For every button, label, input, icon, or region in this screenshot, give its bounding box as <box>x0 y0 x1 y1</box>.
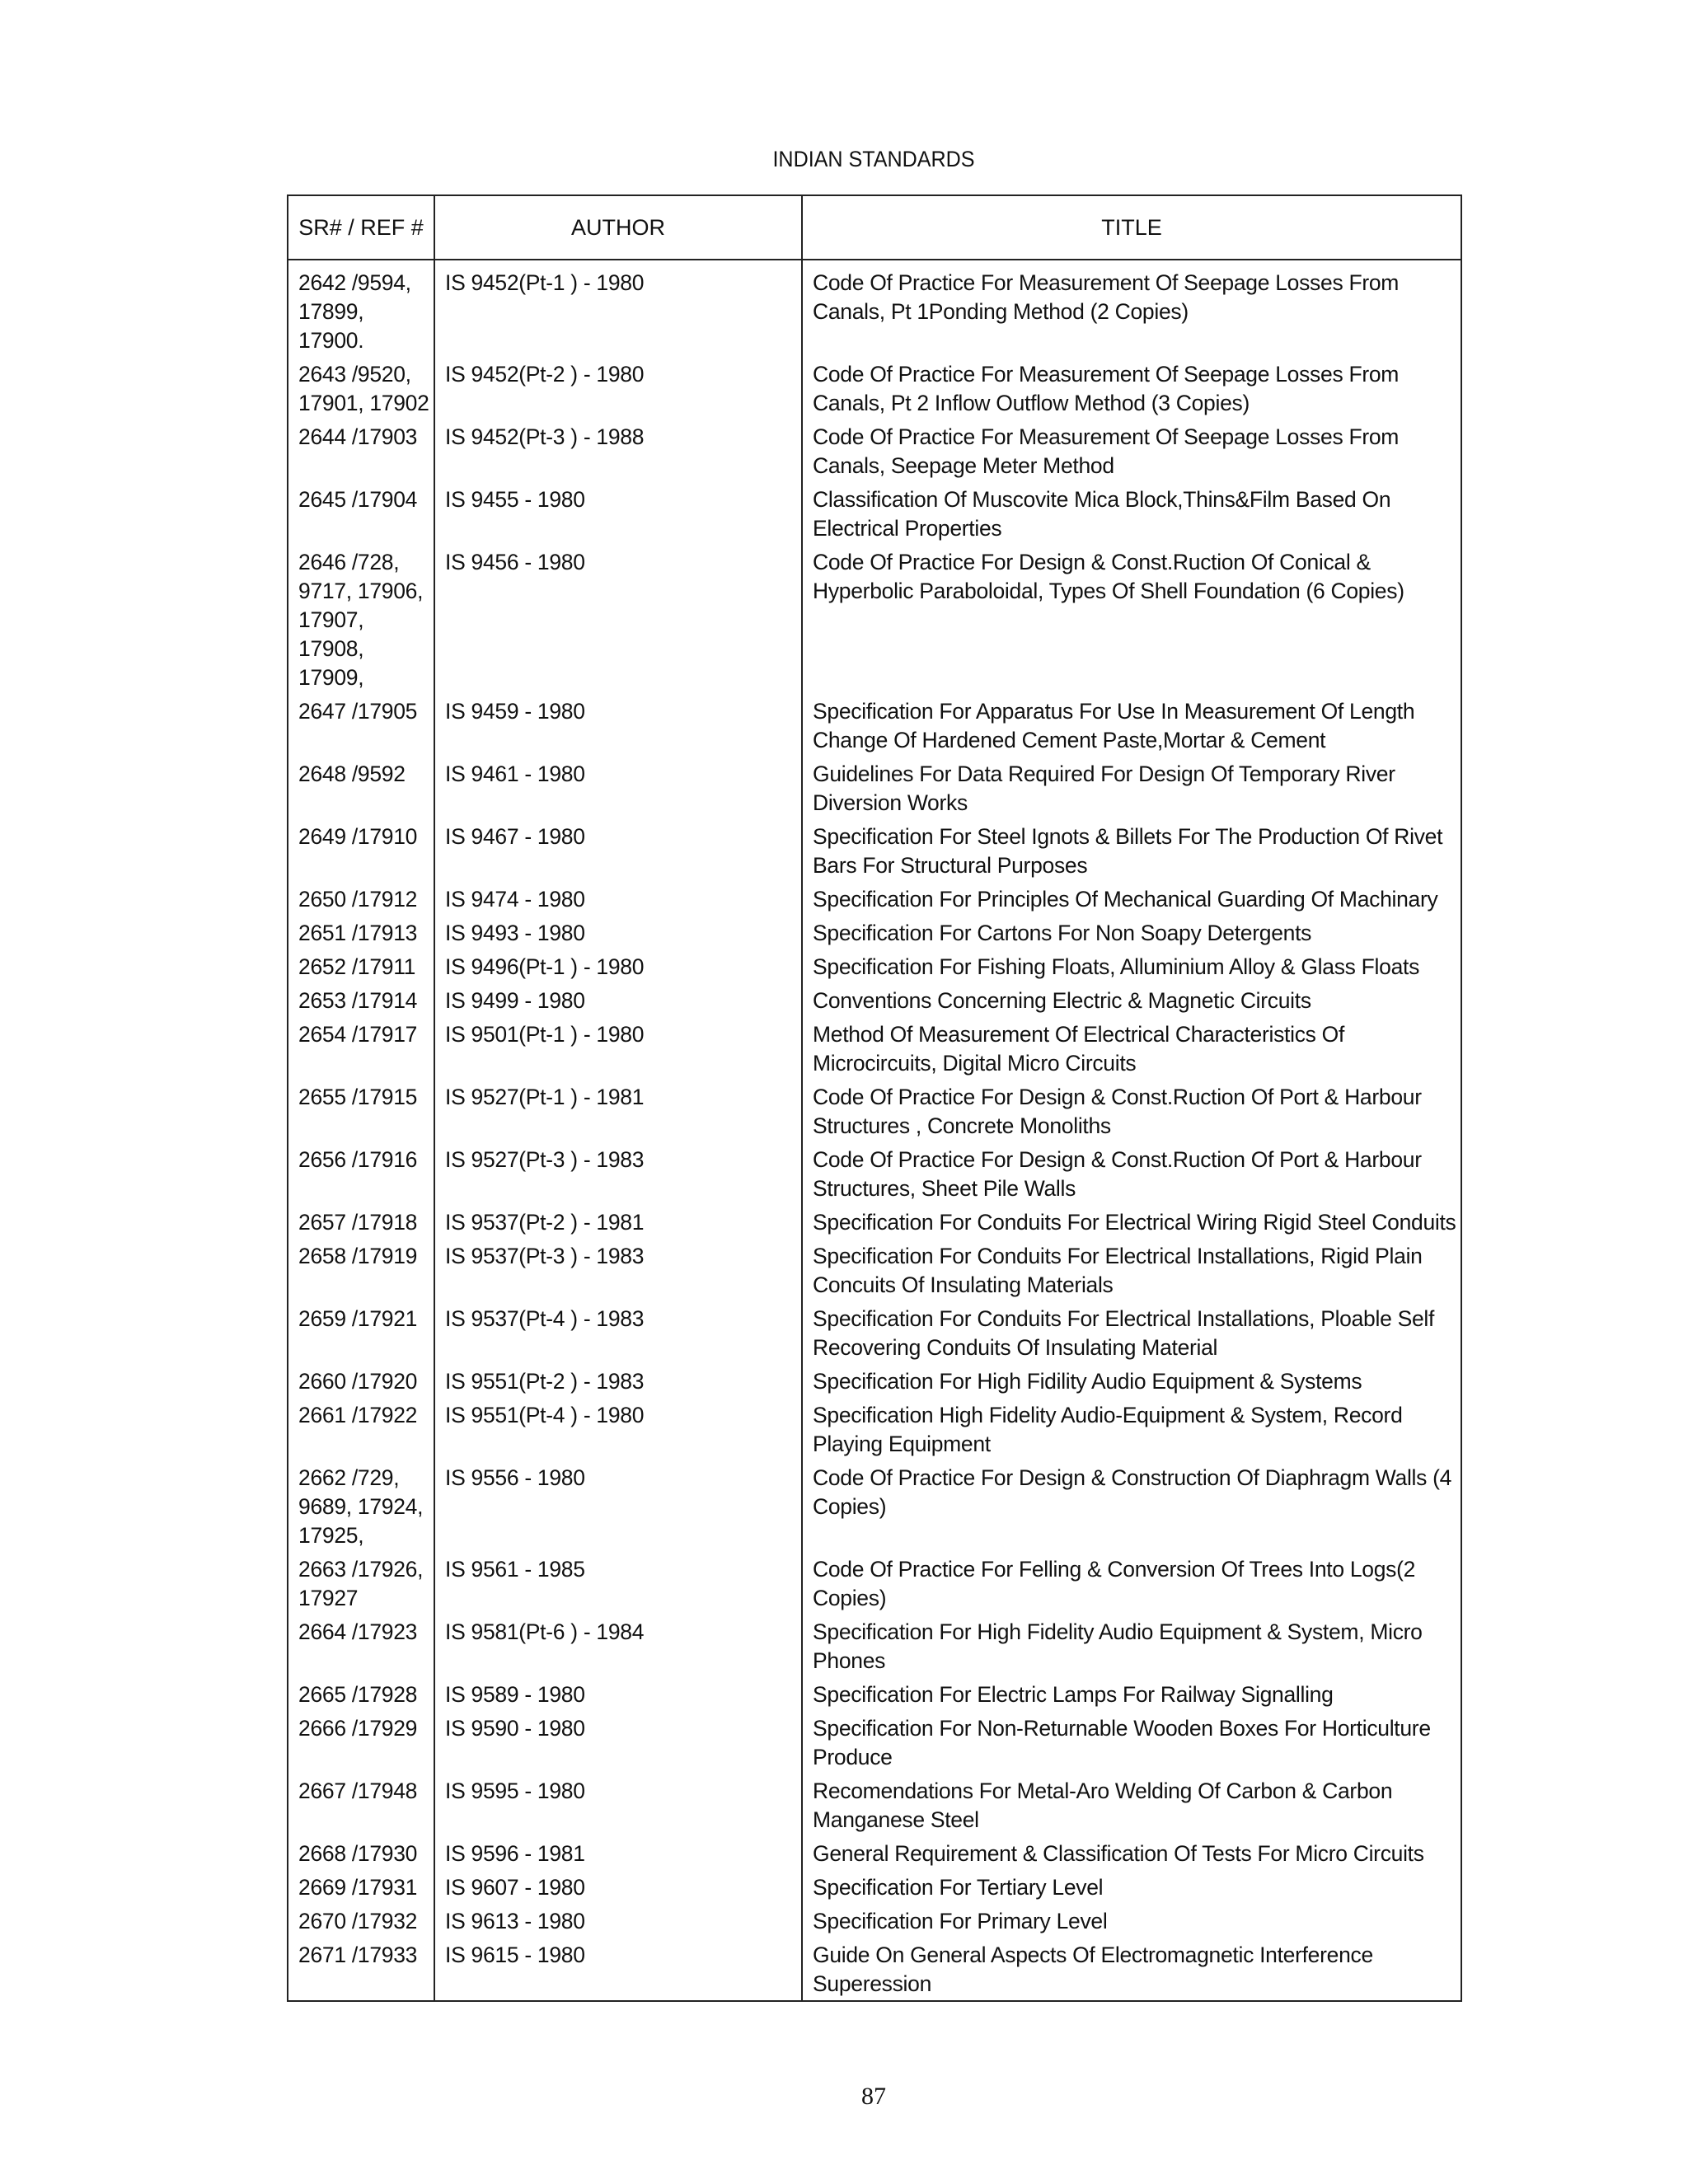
table-row <box>288 1714 1461 1777</box>
title-cell: Guidelines For Data Required For Design Of Temporary River Diversion Works <box>813 762 1395 815</box>
author-cell: IS 9590 - 1980 <box>434 1714 802 1777</box>
author-cell: IS 9537(Pt-4 ) - 1983 <box>434 1305 802 1367</box>
ref-cell: 2657 /17918 <box>288 1208 434 1242</box>
table-row <box>288 1401 1461 1464</box>
title-cell: Specification For Steel Ignots & Billets For The Production Of Rivet Bars For Structural Purposes <box>813 824 1443 878</box>
title-cell: Specification For High Fidelity Audio Equipment & System, Micro Phones <box>813 1619 1423 1673</box>
table-row <box>288 919 1461 953</box>
title-cell: Specification For Apparatus For Use In Measurement Of Length Change Of Hardened Cement Paste,Mortar & Cement <box>813 699 1415 752</box>
table-row <box>288 1840 1461 1873</box>
table-row <box>288 423 1461 485</box>
ref-cell: 2646 /728, 9717, 17906, 17907, 17908, 17909, <box>288 548 434 697</box>
author-cell: IS 9527(Pt-3 ) - 1983 <box>434 1146 802 1208</box>
author-cell: IS 9452(Pt-2 ) - 1980 <box>434 360 802 423</box>
ref-cell: 2662 /729, 9689, 17924, 17925, <box>288 1464 434 1555</box>
title-cell: Recomendations For Metal-Aro Welding Of Carbon & Carbon Manganese Steel <box>813 1779 1393 1832</box>
author-cell: IS 9456 - 1980 <box>434 548 802 697</box>
author-cell: IS 9537(Pt-3 ) - 1983 <box>434 1242 802 1305</box>
title-cell: Conventions Concerning Electric & Magnetic Circuits <box>813 988 1311 1013</box>
author-cell: IS 9561 - 1985 <box>434 1555 802 1618</box>
ref-cell: 2642 /9594, 17899, 17900. <box>288 260 434 360</box>
title-cell: Code Of Practice For Design & Construction Of Diaphragm Walls (4 Copies) <box>813 1465 1452 1519</box>
ref-cell: 2643 /9520, 17901, 17902 <box>288 360 434 423</box>
ref-cell: 2664 /17923 <box>288 1618 434 1680</box>
author-cell: IS 9527(Pt-1 ) - 1981 <box>434 1083 802 1146</box>
ref-cell: 2645 /17904 <box>288 485 434 548</box>
table-row <box>288 1873 1461 1907</box>
title-cell: Specification For Primary Level <box>813 1909 1108 1933</box>
table-row <box>288 987 1461 1020</box>
ref-cell: 2671 /17933 <box>288 1941 434 2001</box>
table-row <box>288 1146 1461 1208</box>
title-cell: Specification For Cartons For Non Soapy Detergents <box>813 921 1312 945</box>
title-cell: Specification For High Fidility Audio Equipment & Systems <box>813 1369 1362 1394</box>
title-cell: Code Of Practice For Felling & Conversion Of Trees Into Logs(2 Copies) <box>813 1557 1416 1610</box>
table-row <box>288 1680 1461 1714</box>
ref-cell: 2647 /17905 <box>288 697 434 760</box>
title-cell: Code Of Practice For Design & Const.Ruction Of Port & Harbour Structures , Concrete Monoliths <box>813 1085 1422 1138</box>
table-row <box>288 1907 1461 1941</box>
table-row <box>288 760 1461 823</box>
table-row <box>288 1367 1461 1401</box>
ref-cell: 2667 /17948 <box>288 1777 434 1840</box>
table-row <box>288 548 1461 697</box>
table-row <box>288 1208 1461 1242</box>
table-row <box>288 1083 1461 1146</box>
ref-cell: 2660 /17920 <box>288 1367 434 1401</box>
author-cell: IS 9452(Pt-3 ) - 1988 <box>434 423 802 485</box>
ref-cell: 2668 /17930 <box>288 1840 434 1873</box>
table-body <box>288 260 1461 2001</box>
ref-cell: 2654 /17917 <box>288 1020 434 1083</box>
table-row <box>288 1618 1461 1680</box>
author-cell: IS 9595 - 1980 <box>434 1777 802 1840</box>
title-cell: Specification For Conduits For Electrical Installations, Rigid Plain Concuits Of Insulating Materials <box>813 1244 1423 1297</box>
author-cell: IS 9551(Pt-2 ) - 1983 <box>434 1367 802 1401</box>
ref-cell: 2666 /17929 <box>288 1714 434 1777</box>
title-cell: Specification For Fishing Floats, Alluminium Alloy & Glass Floats <box>813 954 1420 979</box>
title-cell: Method Of Measurement Of Electrical Characteristics Of Microcircuits, Digital Micro Circuits <box>813 1022 1345 1076</box>
table-row <box>288 823 1461 885</box>
page-title: INDIAN STANDARDS <box>772 147 975 171</box>
title-cell: Classification Of Muscovite Mica Block,Thins&Film Based On Electrical Properties <box>813 487 1391 541</box>
author-cell: IS 9589 - 1980 <box>434 1680 802 1714</box>
title-cell: Guide On General Aspects Of Electromagnetic Interference Superession <box>813 1943 1373 1996</box>
table-row <box>288 697 1461 760</box>
page-number: 87 <box>861 2083 886 2110</box>
title-cell: Code Of Practice For Design & Const.Ruction Of Port & Harbour Structures, Sheet Pile Walls <box>813 1147 1422 1201</box>
ref-cell: 2658 /17919 <box>288 1242 434 1305</box>
author-cell: IS 9496(Pt-1 ) - 1980 <box>434 953 802 987</box>
table-row <box>288 1941 1461 2001</box>
table-row <box>288 885 1461 919</box>
title-cell: Code Of Practice For Measurement Of Seepage Losses From Canals, Pt 1Ponding Method (2 Copies) <box>813 270 1400 324</box>
column-header-author: AUTHOR <box>434 195 802 260</box>
title-cell: Specification For Electric Lamps For Railway Signalling <box>813 1682 1334 1707</box>
ref-cell: 2661 /17922 <box>288 1401 434 1464</box>
author-cell: IS 9596 - 1981 <box>434 1840 802 1873</box>
title-cell: Specification For Conduits For Electrical Wiring Rigid Steel Conduits <box>813 1210 1456 1235</box>
author-cell: IS 9615 - 1980 <box>434 1941 802 2001</box>
ref-cell: 2670 /17932 <box>288 1907 434 1941</box>
table-row <box>288 953 1461 987</box>
author-cell: IS 9461 - 1980 <box>434 760 802 823</box>
author-cell: IS 9581(Pt-6 ) - 1984 <box>434 1618 802 1680</box>
author-cell: IS 9474 - 1980 <box>434 885 802 919</box>
column-header-title: TITLE <box>802 195 1461 260</box>
author-cell: IS 9452(Pt-1 ) - 1980 <box>434 260 802 360</box>
ref-cell: 2649 /17910 <box>288 823 434 885</box>
table-row <box>288 1777 1461 1840</box>
ref-cell: 2651 /17913 <box>288 919 434 953</box>
ref-cell: 2655 /17915 <box>288 1083 434 1146</box>
ref-cell: 2644 /17903 <box>288 423 434 485</box>
table-row <box>288 1020 1461 1083</box>
title-cell: Code Of Practice For Measurement Of Seepage Losses From Canals, Pt 2 Inflow Outflow Method (3 Copies) <box>813 362 1400 415</box>
column-header-ref: SR# / REF # <box>288 195 434 260</box>
title-cell: General Requirement & Classification Of Tests For Micro Circuits <box>813 1841 1424 1866</box>
ref-cell: 2669 /17931 <box>288 1873 434 1907</box>
author-cell: IS 9613 - 1980 <box>434 1907 802 1941</box>
title-cell: Code Of Practice For Measurement Of Seepage Losses From Canals, Seepage Meter Method <box>813 424 1400 478</box>
ref-cell: 2656 /17916 <box>288 1146 434 1208</box>
author-cell: IS 9556 - 1980 <box>434 1464 802 1555</box>
title-cell: Specification For Non-Returnable Wooden Boxes For Horticulture Produce <box>813 1716 1431 1769</box>
ref-cell: 2659 /17921 <box>288 1305 434 1367</box>
table-row <box>288 485 1461 548</box>
ref-cell: 2665 /17928 <box>288 1680 434 1714</box>
ref-cell: 2652 /17911 <box>288 953 434 987</box>
title-cell: Specification For Conduits For Electrical Installations, Ploable Self Recovering Conduits Of Insulating Material <box>813 1306 1435 1360</box>
ref-cell: 2650 /17912 <box>288 885 434 919</box>
title-cell: Code Of Practice For Design & Const.Ruction Of Conical & Hyperbolic Paraboloidal, Types Of Shell Foundation (6 Copies) <box>813 550 1404 603</box>
author-cell: IS 9607 - 1980 <box>434 1873 802 1907</box>
author-cell: IS 9493 - 1980 <box>434 919 802 953</box>
table-row <box>288 1464 1461 1555</box>
title-cell: Specification High Fidelity Audio-Equipment & System, Record Playing Equipment <box>813 1403 1403 1456</box>
table-row <box>288 1305 1461 1367</box>
table-row <box>288 1242 1461 1305</box>
table-row <box>288 360 1461 423</box>
title-cell: Specification For Tertiary Level <box>813 1875 1104 1900</box>
author-cell: IS 9537(Pt-2 ) - 1981 <box>434 1208 802 1242</box>
table-row <box>288 1555 1461 1618</box>
ref-cell: 2653 /17914 <box>288 987 434 1020</box>
author-cell: IS 9551(Pt-4 ) - 1980 <box>434 1401 802 1464</box>
table-row <box>288 260 1461 360</box>
ref-cell: 2663 /17926, 17927 <box>288 1555 434 1618</box>
header-row <box>288 195 1461 260</box>
author-cell: IS 9455 - 1980 <box>434 485 802 548</box>
author-cell: IS 9467 - 1980 <box>434 823 802 885</box>
author-cell: IS 9459 - 1980 <box>434 697 802 760</box>
author-cell: IS 9501(Pt-1 ) - 1980 <box>434 1020 802 1083</box>
author-cell: IS 9499 - 1980 <box>434 987 802 1020</box>
table-header <box>288 195 1461 260</box>
ref-cell: 2648 /9592 <box>288 760 434 823</box>
standards-table <box>287 194 1462 2002</box>
title-cell: Specification For Principles Of Mechanical Guarding Of Machinary <box>813 887 1438 912</box>
